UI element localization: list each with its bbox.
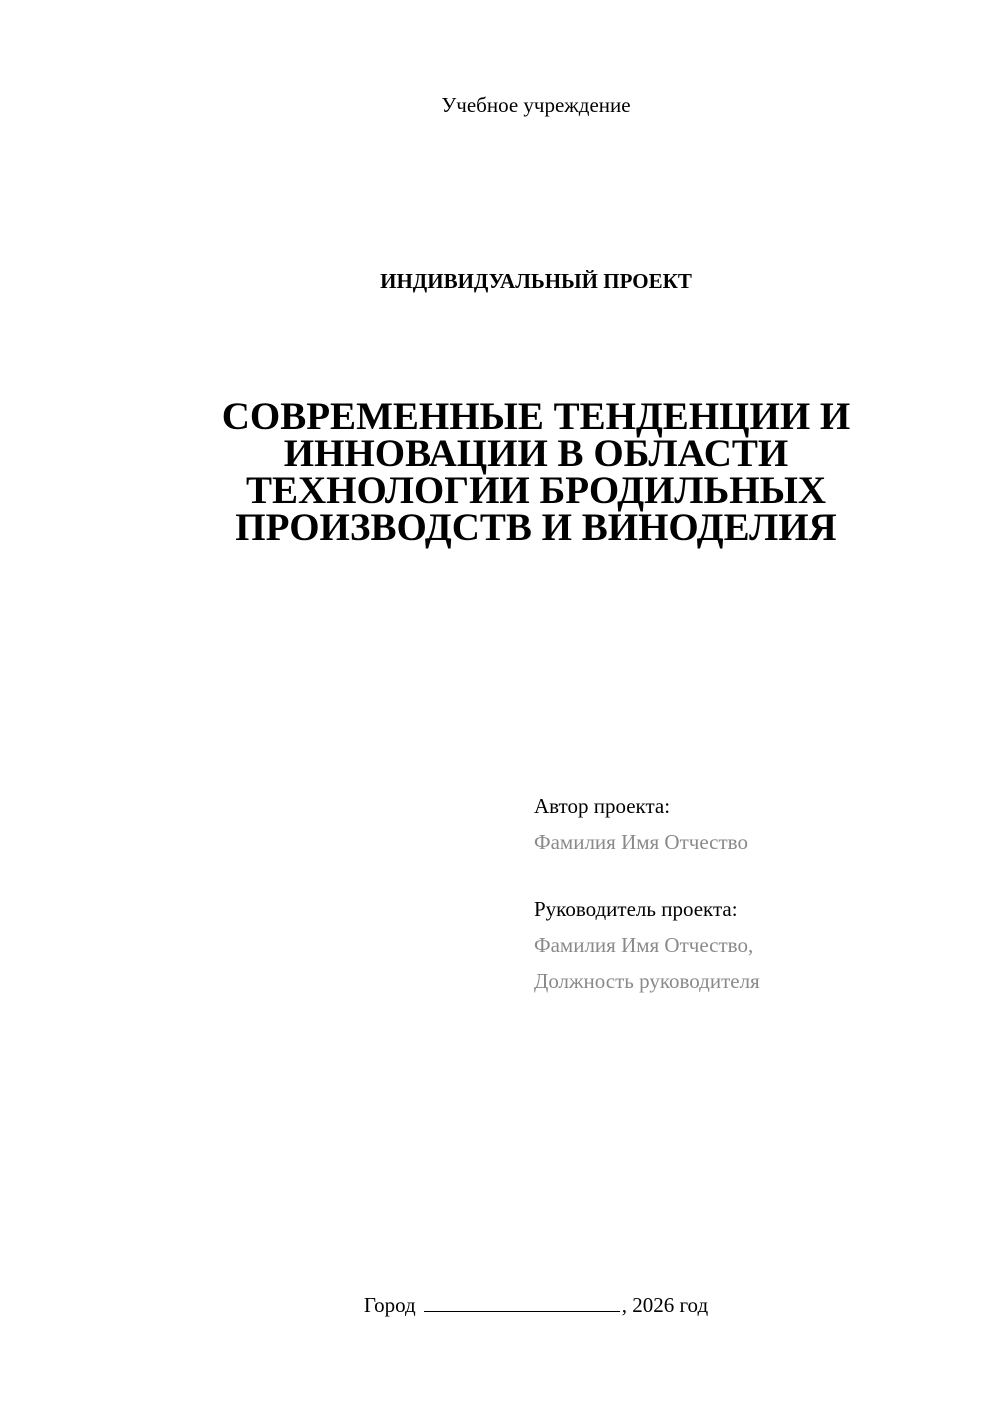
project-title-line: ТЕХНОЛОГИИ БРОДИЛЬНЫХ [245,469,827,512]
project-title-line: ИННОВАЦИИ В ОБЛАСТИ [283,432,789,475]
city-year-line [0,1290,1000,1320]
document-type: ИНДИВИДУАЛЬНЫЙ ПРОЕКТ [380,269,692,293]
author-label: Автор проекта: [534,794,671,818]
city-blank-line [424,1291,620,1312]
project-title-line: СОВРЕМЕННЫЕ ТЕНДЕНЦИИ И [221,395,851,438]
supervisor-label: Руководитель проекта: [534,897,738,921]
project-title [200,395,872,549]
city-label: Город [363,1293,416,1317]
supervisor-position: Должность руководителя [534,969,760,993]
project-title-line: ПРОИЗВОДСТВ И ВИНОДЕЛИЯ [235,506,837,549]
credits-block [534,788,974,999]
institution-name: Учебное учреждение [441,93,631,117]
supervisor-name: Фамилия Имя Отчество, [534,933,754,957]
credits-spacer [534,860,974,891]
author-name: Фамилия Имя Отчество [534,830,748,854]
year-text: , 2026 год [621,1293,709,1317]
